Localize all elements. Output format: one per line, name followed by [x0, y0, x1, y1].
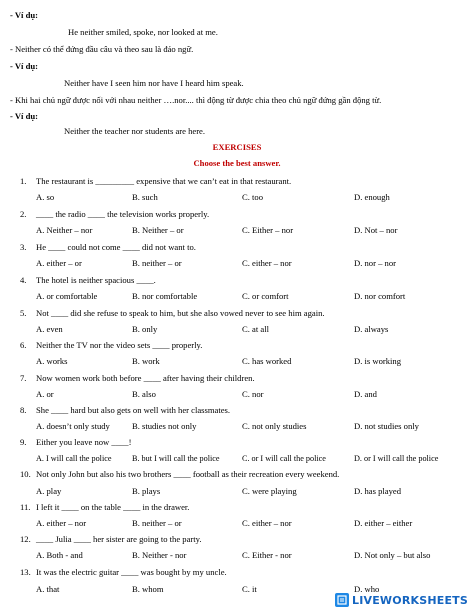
option-b[interactable]: B. Neither – or: [132, 225, 184, 235]
question-text: The restaurant is _________ expensive that we can’t eat in that restaurant.: [36, 176, 292, 186]
question-text: The hotel is neither spacious ____.: [36, 275, 156, 285]
question-text: ____ the radio ____ the television works properly.: [36, 209, 210, 219]
option-a[interactable]: A. Both - and: [36, 550, 83, 560]
question-number: 1.: [20, 176, 27, 186]
option-c[interactable]: C. either – nor: [242, 518, 292, 528]
option-a[interactable]: A. that: [36, 584, 60, 594]
question-number: 10.: [20, 469, 31, 479]
question-number: 5.: [20, 308, 27, 318]
question-11: [20, 502, 189, 513]
option-b[interactable]: B. Neither - nor: [132, 550, 187, 560]
option-d[interactable]: D. either – either: [354, 518, 413, 528]
option-d[interactable]: D. who: [354, 584, 380, 594]
option-c[interactable]: C. it: [242, 584, 257, 594]
option-b[interactable]: B. nor comfortable: [132, 291, 198, 301]
option-a[interactable]: A. doesn’t only study: [36, 421, 110, 431]
option-d[interactable]: D. or I will call the police: [354, 454, 439, 463]
question-number: 7.: [20, 373, 27, 383]
question-text: Not only John but also his two brothers ____ football as their recreation every weekend.: [36, 469, 340, 479]
option-a[interactable]: A. Neither – nor: [36, 225, 93, 235]
example-sentence: Neither have I seen him nor have I heard him speak.: [64, 78, 244, 88]
option-d[interactable]: D. and: [354, 389, 377, 399]
option-a[interactable]: A. so: [36, 192, 55, 202]
example-sentence: Neither the teacher nor students are here.: [64, 126, 206, 136]
question-text: I left it ____ on the table ____ in the drawer.: [36, 502, 190, 512]
option-c[interactable]: C. Either - nor: [242, 550, 292, 560]
option-c[interactable]: C. or comfort: [242, 291, 289, 301]
question-text: ____ Julia ____ her sister are going to the party.: [36, 534, 202, 544]
option-c[interactable]: C. at all: [242, 324, 269, 334]
option-a[interactable]: A. either – or: [36, 258, 82, 268]
question-text: He ____ could not come ____ did not want to.: [36, 242, 196, 252]
grammar-note: - Khi hai chủ ngữ được nối với nhau neither ….nor.... thì động từ được chia theo chủ ngữ đứng gần động từ.: [10, 95, 382, 105]
grammar-note: - Neither có thể đứng đầu câu và theo sau là đảo ngữ.: [10, 44, 194, 54]
option-b[interactable]: B. plays: [132, 486, 161, 496]
question-text: Either you leave now ____!: [36, 437, 132, 447]
question-13: [20, 567, 227, 578]
options-row: [20, 324, 460, 336]
options-row: [20, 453, 460, 465]
option-b[interactable]: B. but I will call the police: [132, 454, 220, 463]
question-12: [20, 534, 202, 545]
option-c[interactable]: C. Either – nor: [242, 225, 294, 235]
option-c[interactable]: C. or I will call the police: [242, 454, 326, 463]
options-row: [20, 486, 460, 498]
option-b[interactable]: B. neither – or: [132, 258, 182, 268]
option-c[interactable]: C. were playing: [242, 486, 297, 496]
option-c[interactable]: C. either – nor: [242, 258, 292, 268]
option-d[interactable]: D. not studies only: [354, 421, 419, 431]
question-9: [20, 437, 131, 448]
option-b[interactable]: B. also: [132, 389, 156, 399]
question-2: [20, 209, 209, 220]
question-5: [20, 308, 325, 319]
options-row: [20, 192, 460, 204]
question-text: It was the electric guitar ____ was bought by my uncle.: [36, 567, 227, 577]
question-number: 11.: [20, 502, 31, 512]
option-a[interactable]: A. works: [36, 356, 68, 366]
example-label: - Ví dụ:: [10, 61, 39, 71]
option-c[interactable]: C. nor: [242, 389, 264, 399]
question-number: 2.: [20, 209, 27, 219]
option-d[interactable]: D. nor – nor: [354, 258, 397, 268]
exercises-instruction: Choose the best answer.: [193, 158, 281, 168]
question-text: She ____ hard but also gets on well with her classmates.: [36, 405, 231, 415]
options-row: [20, 258, 460, 270]
question-number: 8.: [20, 405, 27, 415]
options-row: [20, 550, 460, 562]
watermark-text: LIVEWORKSHEETS: [352, 593, 468, 607]
option-d[interactable]: D. Not only – but also: [354, 550, 431, 560]
question-text: Now women work both before ____ after having their children.: [36, 373, 255, 383]
option-a[interactable]: A. either – nor: [36, 518, 87, 528]
question-number: 13.: [20, 567, 31, 577]
options-row: [20, 225, 460, 237]
option-c[interactable]: C. too: [242, 192, 264, 202]
question-1: [20, 176, 291, 187]
question-number: 9.: [20, 437, 27, 447]
option-d[interactable]: D. always: [354, 324, 389, 334]
question-6: [20, 340, 202, 351]
example-label: - Ví dụ:: [10, 111, 39, 121]
question-text: Not ____ did she refuse to speak to him, but she also vowed never to see him again.: [36, 308, 325, 318]
options-row: [20, 291, 460, 303]
question-8: [20, 405, 230, 416]
option-a[interactable]: A. even: [36, 324, 63, 334]
option-a[interactable]: A. or: [36, 389, 54, 399]
option-b[interactable]: B. work: [132, 356, 160, 366]
option-d[interactable]: D. is working: [354, 356, 402, 366]
question-number: 4.: [20, 275, 27, 285]
option-d[interactable]: D. Not – nor: [354, 225, 398, 235]
question-7: [20, 373, 255, 384]
liveworksheets-icon: [335, 593, 349, 607]
exercises-title: EXERCISES: [212, 142, 262, 152]
question-number: 6.: [20, 340, 27, 350]
option-c[interactable]: C. has worked: [242, 356, 292, 366]
question-3: [20, 242, 196, 253]
question-text: Neither the TV nor the video sets ____ properly.: [36, 340, 203, 350]
option-a[interactable]: A. I will call the police: [36, 454, 112, 463]
liveworksheets-logo: [330, 592, 468, 608]
question-number: 3.: [20, 242, 27, 252]
option-b[interactable]: B. whom: [132, 584, 164, 594]
option-a[interactable]: A. or comfortable: [36, 291, 98, 301]
option-d[interactable]: D. nor comfort: [354, 291, 406, 301]
option-b[interactable]: B. only: [132, 324, 158, 334]
options-row: [20, 389, 460, 401]
question-number: 12.: [20, 534, 31, 544]
question-4: [20, 275, 156, 286]
option-d[interactable]: D. has played: [354, 486, 402, 496]
options-row: [20, 356, 460, 368]
options-row: [20, 518, 460, 530]
options-row: [20, 421, 460, 433]
option-c[interactable]: C. not only studies: [242, 421, 307, 431]
question-10: [20, 469, 339, 480]
option-b[interactable]: B. studies not only: [132, 421, 197, 431]
option-b[interactable]: B. such: [132, 192, 158, 202]
option-b[interactable]: B. neither – or: [132, 518, 182, 528]
example-sentence: He neither smiled, spoke, nor looked at me.: [68, 27, 218, 37]
example-label: - Ví dụ:: [10, 10, 39, 20]
option-a[interactable]: A. play: [36, 486, 62, 496]
option-d[interactable]: D. enough: [354, 192, 390, 202]
